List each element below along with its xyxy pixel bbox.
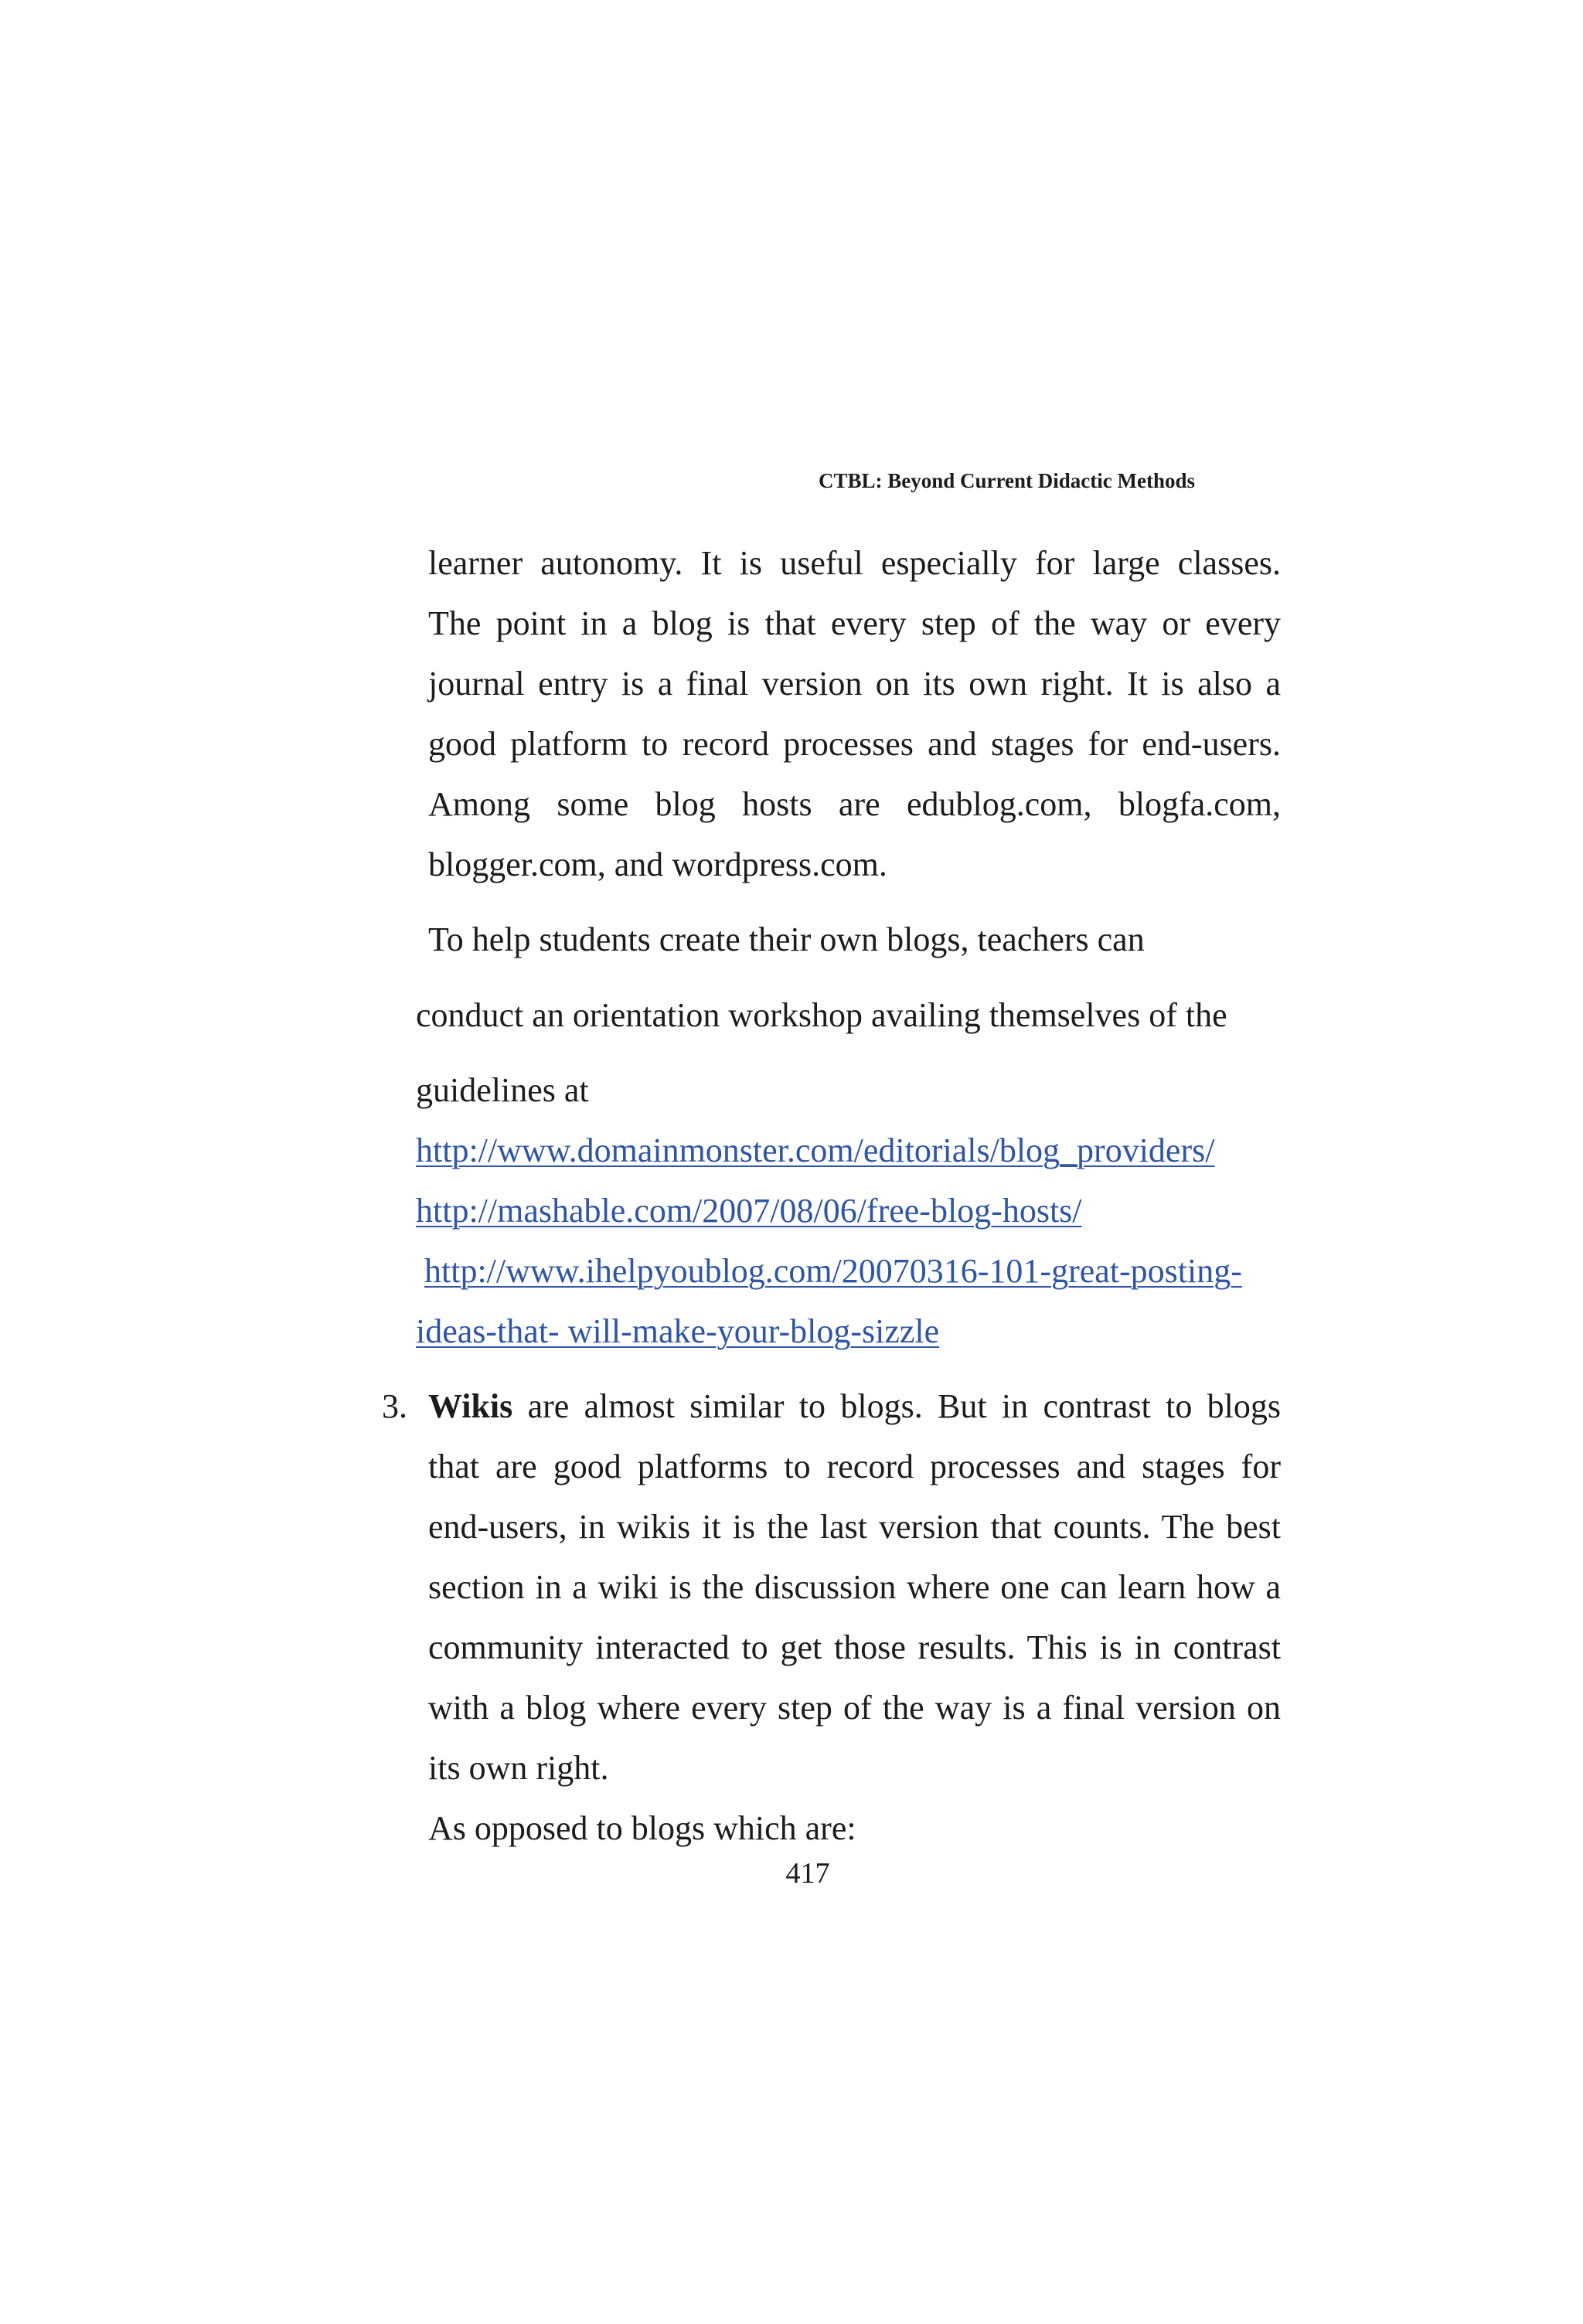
workshop-paragraph-line-1: To help students create their own blogs, teachers can [428, 920, 1145, 958]
workshop-paragraph-line-2: conduct an orientation workshop availing themselves of the [416, 996, 1227, 1034]
running-header: CTBL: Beyond Current Didactic Methods [819, 469, 1196, 492]
wikis-term: Wikis [428, 1387, 513, 1425]
blog-paragraph-line-2: The point in a blog is that every step of the way or every [428, 604, 1281, 642]
link-ihelpyoublog-continued[interactable]: ideas-that- will-make-your-blog-sizzle [416, 1312, 940, 1350]
wikis-line-4: section in a wiki is the discussion where one can learn how a [428, 1568, 1281, 1606]
wikis-line-5: community interacted to get those results. This is in contrast [428, 1628, 1281, 1666]
blog-paragraph-line-6: blogger.com, and wordpress.com. [428, 846, 887, 883]
link-mashable[interactable]: http://mashable.com/2007/08/06/free-blog-hosts/ [416, 1192, 1082, 1230]
workshop-paragraph-line-3: guidelines at [416, 1071, 589, 1109]
wikis-line-1-text: are almost similar to blogs. But in contrast to blogs [527, 1387, 1281, 1425]
wikis-line-3: end-users, in wikis it is the last version that counts. The best [428, 1508, 1281, 1546]
page-number: 417 [785, 1857, 830, 1890]
wikis-line-7: its own right. [428, 1749, 609, 1787]
blog-paragraph-line-4: good platform to record processes and stages for end-users. [428, 725, 1281, 763]
blog-paragraph-line-1: learner autonomy. It is useful especially for large classes. [428, 544, 1281, 582]
list-number: 3. [382, 1387, 407, 1425]
wikis-line-8: As opposed to blogs which are: [428, 1809, 856, 1847]
link-ihelpyoublog[interactable]: http://www.ihelpyoublog.com/20070316-101-great-posting- [424, 1252, 1242, 1290]
wikis-line-1 [428, 1383, 1281, 1430]
wikis-line-2: that are good platforms to record processes and stages for [428, 1448, 1281, 1485]
blog-paragraph-line-3: journal entry is a final version on its own right. It is also a [428, 665, 1281, 703]
wikis-line-6: with a blog where every step of the way is a final version on [428, 1689, 1281, 1727]
link-domainmonster[interactable]: http://www.domainmonster.com/editorials/blog_providers/ [416, 1131, 1215, 1169]
blog-paragraph-line-5: Among some blog hosts are edublog.com, blogfa.com, [428, 785, 1281, 823]
